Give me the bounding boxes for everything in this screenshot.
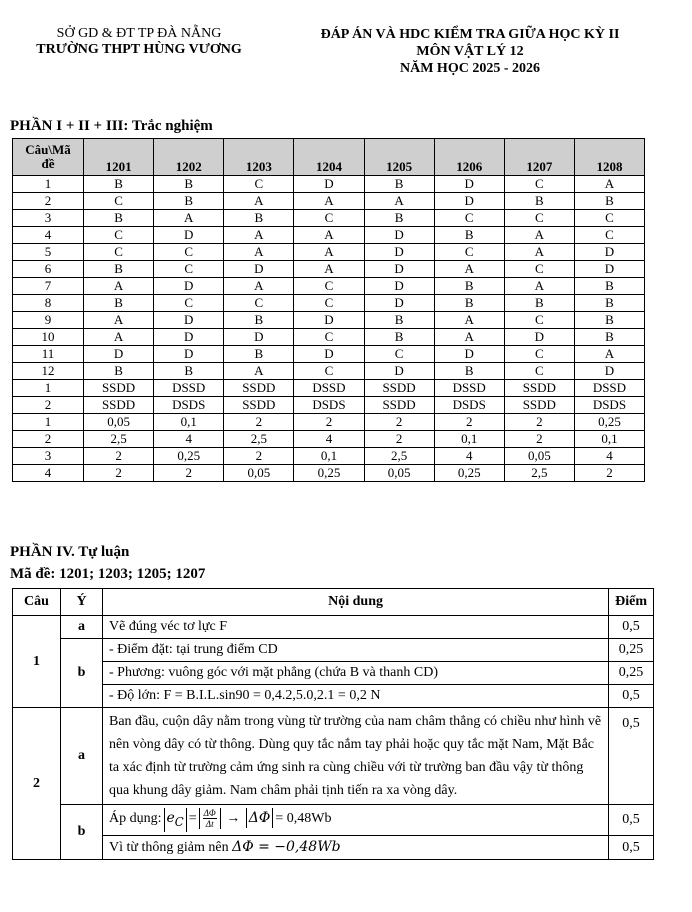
points: 0,5 bbox=[609, 685, 654, 708]
answer-cell: D bbox=[294, 346, 364, 363]
subject-line: MÔN VẬT LÝ 12 bbox=[416, 44, 524, 59]
answer-cell: D bbox=[224, 261, 294, 278]
answer-cell: C bbox=[294, 278, 364, 295]
answer-cell: B bbox=[434, 227, 504, 244]
answer-cell: D bbox=[224, 329, 294, 346]
answer-cell: 4 bbox=[294, 431, 364, 448]
question-cell: 8 bbox=[13, 295, 84, 312]
question-cell: 5 bbox=[13, 244, 84, 261]
answer-cell: B bbox=[154, 193, 224, 210]
exam-codes-line: Mã đề: 1201; 1203; 1205; 1207 bbox=[10, 566, 206, 582]
answer-cell: 2 bbox=[364, 414, 434, 431]
answer-cell: D bbox=[574, 363, 644, 380]
header-cau: Câu bbox=[13, 589, 61, 616]
answer-content: - Độ lớn: F = B.I.L.sin90 = 0,4.2,5.0,2.1 = 0,2 N bbox=[103, 685, 609, 708]
answer-cell: B bbox=[434, 278, 504, 295]
table-row bbox=[13, 176, 645, 193]
answer-cell: A bbox=[154, 210, 224, 227]
table-row bbox=[13, 244, 645, 261]
answer-cell: A bbox=[84, 312, 154, 329]
answer-cell: 2 bbox=[84, 465, 154, 482]
answer-cell: 4 bbox=[434, 448, 504, 465]
formula-result: = 0,48Wb bbox=[275, 811, 332, 827]
answer-cell: D bbox=[294, 176, 364, 193]
answer-cell: C bbox=[224, 176, 294, 193]
part-label: b bbox=[61, 805, 103, 860]
answer-cell: B bbox=[84, 363, 154, 380]
answer-cell: C bbox=[154, 244, 224, 261]
answer-cell: 0,1 bbox=[574, 431, 644, 448]
points: 0,5 bbox=[609, 708, 654, 805]
answer-cell: A bbox=[504, 278, 574, 295]
answer-cell: D bbox=[154, 278, 224, 295]
table-row bbox=[13, 210, 645, 227]
answer-cell: C bbox=[504, 261, 574, 278]
flux-change-abs: ΔΦ bbox=[246, 808, 274, 828]
answer-cell: SSDD bbox=[504, 380, 574, 397]
answer-cell: DSSD bbox=[294, 380, 364, 397]
question-cell: 1 bbox=[13, 380, 84, 397]
question-cell: 10 bbox=[13, 329, 84, 346]
code-header: 1205 bbox=[364, 139, 434, 176]
answer-cell: A bbox=[294, 244, 364, 261]
answer-cell: C bbox=[294, 363, 364, 380]
arrow-symbol: → bbox=[226, 811, 241, 827]
answer-cell: D bbox=[154, 329, 224, 346]
answer-cell: B bbox=[154, 363, 224, 380]
table-row bbox=[13, 261, 645, 278]
answer-cell: B bbox=[224, 346, 294, 363]
answer-cell: B bbox=[434, 363, 504, 380]
answer-cell: DSDS bbox=[434, 397, 504, 414]
table-row bbox=[13, 685, 654, 708]
answer-cell: 2 bbox=[224, 448, 294, 465]
question-cell: 4 bbox=[13, 465, 84, 482]
question-cell: 6 bbox=[13, 261, 84, 278]
table-row bbox=[13, 397, 645, 414]
answer-cell: B bbox=[84, 210, 154, 227]
answer-cell: DSSD bbox=[434, 380, 504, 397]
table-row bbox=[13, 346, 645, 363]
table-row bbox=[13, 363, 645, 380]
answer-cell: 2,5 bbox=[364, 448, 434, 465]
answer-rows bbox=[13, 176, 645, 482]
answer-formula: Áp dụng: $e_C$ = $\frac{\Delta\Phi}{\Delta t}$ → ΔΦ = 0,48Wb bbox=[103, 805, 609, 836]
answer-cell: 2,5 bbox=[504, 465, 574, 482]
question-number: 2 bbox=[13, 708, 61, 860]
answer-cell: A bbox=[224, 244, 294, 261]
answer-cell: A bbox=[224, 363, 294, 380]
answer-cell: 0,05 bbox=[504, 448, 574, 465]
answer-cell: 2 bbox=[154, 465, 224, 482]
question-cell: 11 bbox=[13, 346, 84, 363]
department-name: SỞ GD & ĐT TP ĐÀ NẴNG bbox=[56, 26, 222, 41]
answer-cell: 0,25 bbox=[574, 414, 644, 431]
fraction-abs bbox=[199, 808, 221, 829]
answer-cell: C bbox=[504, 210, 574, 227]
answer-cell: D bbox=[84, 346, 154, 363]
answer-cell: 0,05 bbox=[84, 414, 154, 431]
answer-cell: C bbox=[574, 227, 644, 244]
answer-cell: D bbox=[364, 227, 434, 244]
answer-cell: SSDD bbox=[84, 380, 154, 397]
table-row bbox=[13, 414, 645, 431]
answer-cell: 2,5 bbox=[224, 431, 294, 448]
answer-cell: DSDS bbox=[574, 397, 644, 414]
answer-cell: B bbox=[364, 329, 434, 346]
question-cell: 7 bbox=[13, 278, 84, 295]
corner-label-1: Câu\Mã bbox=[25, 142, 71, 157]
answer-cell: B bbox=[574, 329, 644, 346]
table-row bbox=[13, 708, 654, 805]
table-row bbox=[13, 465, 645, 482]
answer-cell: B bbox=[434, 295, 504, 312]
fraction-denominator: Δt bbox=[205, 819, 214, 830]
answer-cell: D bbox=[364, 278, 434, 295]
answer-cell: C bbox=[84, 193, 154, 210]
question-cell: 1 bbox=[13, 176, 84, 193]
question-cell: 2 bbox=[13, 193, 84, 210]
code-header: 1203 bbox=[224, 139, 294, 176]
question-cell: 12 bbox=[13, 363, 84, 380]
table-row bbox=[13, 836, 654, 860]
answer-cell: B bbox=[504, 295, 574, 312]
header-left bbox=[10, 26, 268, 58]
table-row bbox=[13, 448, 645, 465]
answer-cell: D bbox=[364, 295, 434, 312]
header-y: Ý bbox=[61, 589, 103, 616]
formula-prefix: Vì từ thông giảm nên bbox=[109, 840, 229, 855]
answer-cell: D bbox=[434, 193, 504, 210]
answer-cell: A bbox=[224, 227, 294, 244]
answer-cell: SSDD bbox=[84, 397, 154, 414]
answer-cell: 0,05 bbox=[224, 465, 294, 482]
answer-cell: C bbox=[504, 312, 574, 329]
answer-cell: D bbox=[574, 244, 644, 261]
header-right bbox=[290, 26, 650, 77]
answer-cell: DSSD bbox=[154, 380, 224, 397]
points: 0,5 bbox=[609, 836, 654, 860]
answer-formula bbox=[103, 836, 609, 860]
answer-cell: C bbox=[504, 363, 574, 380]
answer-cell: 0,05 bbox=[364, 465, 434, 482]
answer-cell: A bbox=[574, 176, 644, 193]
answer-cell: C bbox=[434, 244, 504, 261]
answer-content: Vẽ đúng véc tơ lực F bbox=[103, 616, 609, 639]
answer-cell: B bbox=[574, 193, 644, 210]
table-row bbox=[13, 312, 645, 329]
answer-cell: SSDD bbox=[224, 397, 294, 414]
table-row bbox=[13, 380, 645, 397]
table-row bbox=[13, 295, 645, 312]
answer-cell: 0,1 bbox=[154, 414, 224, 431]
answer-cell: B bbox=[574, 312, 644, 329]
answer-cell: D bbox=[434, 346, 504, 363]
answer-cell: C bbox=[294, 295, 364, 312]
answer-cell: SSDD bbox=[224, 380, 294, 397]
answer-cell: C bbox=[84, 244, 154, 261]
answer-cell: A bbox=[224, 278, 294, 295]
answer-cell: A bbox=[294, 227, 364, 244]
answer-cell: A bbox=[224, 193, 294, 210]
answer-cell: D bbox=[574, 261, 644, 278]
answer-cell: D bbox=[364, 261, 434, 278]
answer-cell: D bbox=[294, 312, 364, 329]
answer-cell: A bbox=[294, 261, 364, 278]
answer-cell: D bbox=[364, 244, 434, 261]
answer-cell: B bbox=[154, 176, 224, 193]
answer-cell: C bbox=[574, 210, 644, 227]
code-header: 1201 bbox=[84, 139, 154, 176]
school-year: NĂM HỌC 2025 - 2026 bbox=[400, 61, 540, 76]
code-header: 1208 bbox=[574, 139, 644, 176]
answer-cell: B bbox=[364, 312, 434, 329]
question-cell: 1 bbox=[13, 414, 84, 431]
document-title: ĐÁP ÁN VÀ HDC KIỂM TRA GIỮA HỌC KỲ II bbox=[320, 27, 620, 42]
part-label: b bbox=[61, 639, 103, 708]
table-header-row bbox=[13, 139, 645, 176]
question-cell: 4 bbox=[13, 227, 84, 244]
answer-cell: 4 bbox=[154, 431, 224, 448]
answer-cell: B bbox=[504, 193, 574, 210]
part1-title: PHẦN I + II + III: Trắc nghiệm bbox=[10, 118, 213, 134]
question-cell: 2 bbox=[13, 397, 84, 414]
answer-cell: 0,25 bbox=[154, 448, 224, 465]
emf-subscript: C bbox=[174, 814, 184, 829]
answer-content: Ban đầu, cuộn dây nằm trong vùng từ trường của nam châm thẳng có chiều như hình vẽ nên vòng dây có từ thông. Dùng quy tắc nắm tay phải hoặc quy tắc mặt Nam, Mặt Bắc ta xác định từ trường cảm ứng sinh ra cùng chiều với từ trường ban đầu vậy từ thông qua khung dây giảm. Nam châm phải tịnh tiến ra xa vòng dây. bbox=[103, 708, 609, 805]
code-header: 1207 bbox=[504, 139, 574, 176]
answer-cell: B bbox=[224, 312, 294, 329]
answer-cell: 4 bbox=[574, 448, 644, 465]
answer-cell: 2,5 bbox=[84, 431, 154, 448]
multiple-choice-answer-table bbox=[12, 138, 645, 482]
table-row bbox=[13, 805, 654, 836]
points: 0,25 bbox=[609, 662, 654, 685]
answer-cell: A bbox=[434, 329, 504, 346]
answer-cell: 2 bbox=[504, 414, 574, 431]
answer-cell: B bbox=[574, 278, 644, 295]
answer-cell: C bbox=[294, 329, 364, 346]
code-header: 1204 bbox=[294, 139, 364, 176]
answer-cell: A bbox=[504, 244, 574, 261]
answer-cell: A bbox=[294, 193, 364, 210]
question-cell: 2 bbox=[13, 431, 84, 448]
answer-cell: 2 bbox=[294, 414, 364, 431]
answer-cell: DSDS bbox=[294, 397, 364, 414]
table-row bbox=[13, 329, 645, 346]
answer-cell: DSSD bbox=[574, 380, 644, 397]
table-row bbox=[13, 278, 645, 295]
answer-cell: C bbox=[434, 210, 504, 227]
emf-abs bbox=[164, 808, 187, 832]
answer-cell: A bbox=[504, 227, 574, 244]
code-header: 1202 bbox=[154, 139, 224, 176]
question-cell: 9 bbox=[13, 312, 84, 329]
answer-cell: B bbox=[364, 210, 434, 227]
answer-cell: 2 bbox=[224, 414, 294, 431]
points: 0,5 bbox=[609, 616, 654, 639]
table-row bbox=[13, 193, 645, 210]
answer-cell: D bbox=[504, 329, 574, 346]
answer-cell: 0,25 bbox=[294, 465, 364, 482]
code-header: 1206 bbox=[434, 139, 504, 176]
fraction-numerator: ΔΦ bbox=[203, 808, 216, 819]
answer-cell: B bbox=[224, 210, 294, 227]
answer-cell: 0,1 bbox=[294, 448, 364, 465]
essay-answer-table bbox=[12, 588, 654, 860]
part-label: a bbox=[61, 708, 103, 805]
answer-cell: C bbox=[294, 210, 364, 227]
table-row bbox=[13, 431, 645, 448]
answer-cell: 0,25 bbox=[434, 465, 504, 482]
header-noi-dung: Nội dung bbox=[103, 589, 609, 616]
question-cell: 3 bbox=[13, 210, 84, 227]
answer-cell: C bbox=[504, 346, 574, 363]
table-row bbox=[13, 639, 654, 662]
school-name: TRƯỜNG THPT HÙNG VƯƠNG bbox=[36, 42, 242, 57]
answer-cell: B bbox=[84, 261, 154, 278]
answer-cell: 2 bbox=[504, 431, 574, 448]
answer-cell: A bbox=[574, 346, 644, 363]
answer-cell: 2 bbox=[84, 448, 154, 465]
table-row bbox=[13, 227, 645, 244]
table-row bbox=[13, 616, 654, 639]
essay-header-row bbox=[13, 589, 654, 616]
answer-cell: A bbox=[84, 278, 154, 295]
answer-cell: B bbox=[84, 295, 154, 312]
answer-content: - Phương: vuông góc với mặt phẳng (chứa B và thanh CD) bbox=[103, 662, 609, 685]
answer-cell: DSDS bbox=[154, 397, 224, 414]
answer-content: - Điểm đặt: tại trung điểm CD bbox=[103, 639, 609, 662]
answer-cell: C bbox=[84, 227, 154, 244]
answer-cell: D bbox=[434, 176, 504, 193]
part-label: a bbox=[61, 616, 103, 639]
formula-math: ΔΦ = −0,48Wb bbox=[232, 839, 341, 855]
points: 0,25 bbox=[609, 639, 654, 662]
question-cell: 3 bbox=[13, 448, 84, 465]
answer-cell: 0,1 bbox=[434, 431, 504, 448]
corner-header bbox=[13, 139, 84, 176]
answer-cell: D bbox=[154, 312, 224, 329]
answer-cell: A bbox=[434, 261, 504, 278]
answer-cell: C bbox=[154, 261, 224, 278]
answer-cell: C bbox=[364, 346, 434, 363]
part4-title: PHẦN IV. Tự luận bbox=[10, 544, 130, 560]
corner-label-2: đề bbox=[41, 156, 55, 171]
points: 0,5 bbox=[609, 805, 654, 836]
emf-symbol: e bbox=[166, 810, 175, 827]
formula-prefix: Áp dụng: bbox=[109, 811, 162, 827]
answer-cell: D bbox=[364, 363, 434, 380]
answer-cell: 2 bbox=[574, 465, 644, 482]
header-diem: Điểm bbox=[609, 589, 654, 616]
answer-cell: A bbox=[364, 193, 434, 210]
answer-cell: D bbox=[154, 346, 224, 363]
answer-cell: B bbox=[574, 295, 644, 312]
answer-cell: 2 bbox=[364, 431, 434, 448]
table-row bbox=[13, 662, 654, 685]
answer-cell: SSDD bbox=[504, 397, 574, 414]
fraction bbox=[203, 808, 217, 829]
answer-cell: B bbox=[364, 176, 434, 193]
answer-cell: C bbox=[504, 176, 574, 193]
question-number: 1 bbox=[13, 616, 61, 708]
answer-cell: B bbox=[84, 176, 154, 193]
answer-cell: D bbox=[154, 227, 224, 244]
answer-cell: A bbox=[84, 329, 154, 346]
answer-cell: SSDD bbox=[364, 380, 434, 397]
answer-cell: SSDD bbox=[364, 397, 434, 414]
answer-cell: A bbox=[434, 312, 504, 329]
answer-cell: C bbox=[224, 295, 294, 312]
answer-cell: 2 bbox=[434, 414, 504, 431]
answer-cell: C bbox=[154, 295, 224, 312]
